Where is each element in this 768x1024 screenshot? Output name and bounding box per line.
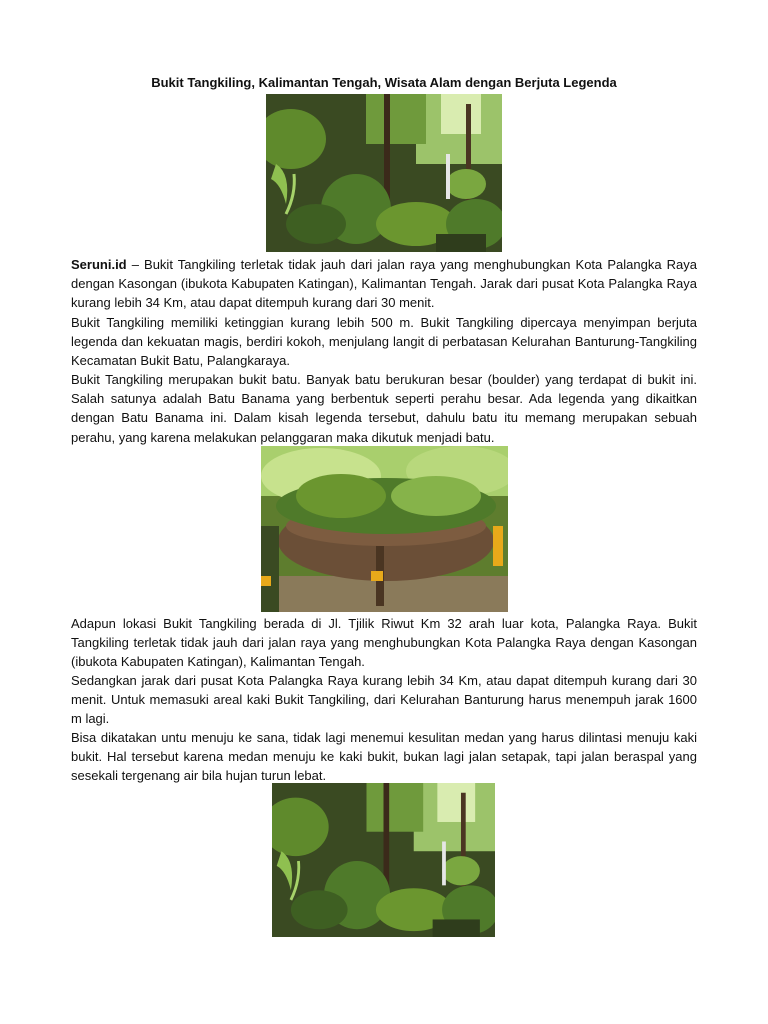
paragraph-6: Bisa dikatakan untu menuju ke sana, tidak lagi menemui kesulitan medan yang harus dilintasi menuju kaki bukit. Hal tersebut karena medan menuju ke kaki bukit, bukan lagi jalan setapak, tapi jalan beraspal yang sesekali tergenang air bila hujan turun lebat.	[71, 730, 697, 784]
paragraph-2: Bukit Tangkiling memiliki ketinggian kurang lebih 500 m. Bukit Tangkiling dipercaya menyimpan berjuta legenda dan kekuatan magis, berdiri kokoh, menjulang langit di perbatasan Kelurahan Banturung-Tangkiling Kecamatan Bukit Batu, Palangkaraya.	[71, 315, 697, 369]
paragraph-1: Seruni.id – Bukit Tangkiling terletak tidak jauh dari jalan raya yang menghubungkan Kota Palangka Raya dengan Kasongan (ibukota Kabupaten Katingan), Kalimantan Tengah. Jarak dari pusat Kota Palangka Raya kurang lebih 34 Km, atau dapat ditempuh kurang dari 30 menit.	[71, 257, 697, 311]
batu-banama-photo	[261, 446, 508, 612]
article-title: Bukit Tangkiling, Kalimantan Tengah, Wisata Alam dengan Berjuta Legenda	[151, 75, 617, 90]
paragraph-5: Sedangkan jarak dari pusat Kota Palangka Raya kurang lebih 34 Km, atau dapat ditempuh kurang dari 30 menit. Untuk memasuki areal kaki Bukit Tangkiling, dari Kelurahan Banturung harus menempuh jarak 1600 m lagi.	[71, 673, 697, 727]
forest-path-photo	[266, 94, 502, 252]
source-name: Seruni.id	[71, 257, 127, 272]
forest-path-photo-2	[272, 783, 495, 937]
paragraph-4: Adapun lokasi Bukit Tangkiling berada di Jl. Tjilik Riwut Km 32 arah luar kota, Palangka Raya. Bukit Tangkiling terletak tidak jauh dari jalan raya yang menghubungkan Kota Palangka Raya dengan Kasongan (ibukota Kabupaten Katingan), Kalimantan Tengah.	[71, 616, 697, 670]
paragraph-3: Bukit Tangkiling merupakan bukit batu. Banyak batu berukuran besar (boulder) yang terdapat di bukit ini. Salah satunya adalah Batu Banama yang berbentuk seperti perahu besar. Ada legenda yang dikaitkan dengan Batu Banama ini. Dalam kisah legenda tersebut, dahulu batu itu memang merupakan sebuah perahu, yang karena melakukan pelanggaran maka dikutuk menjadi batu.	[71, 372, 697, 445]
